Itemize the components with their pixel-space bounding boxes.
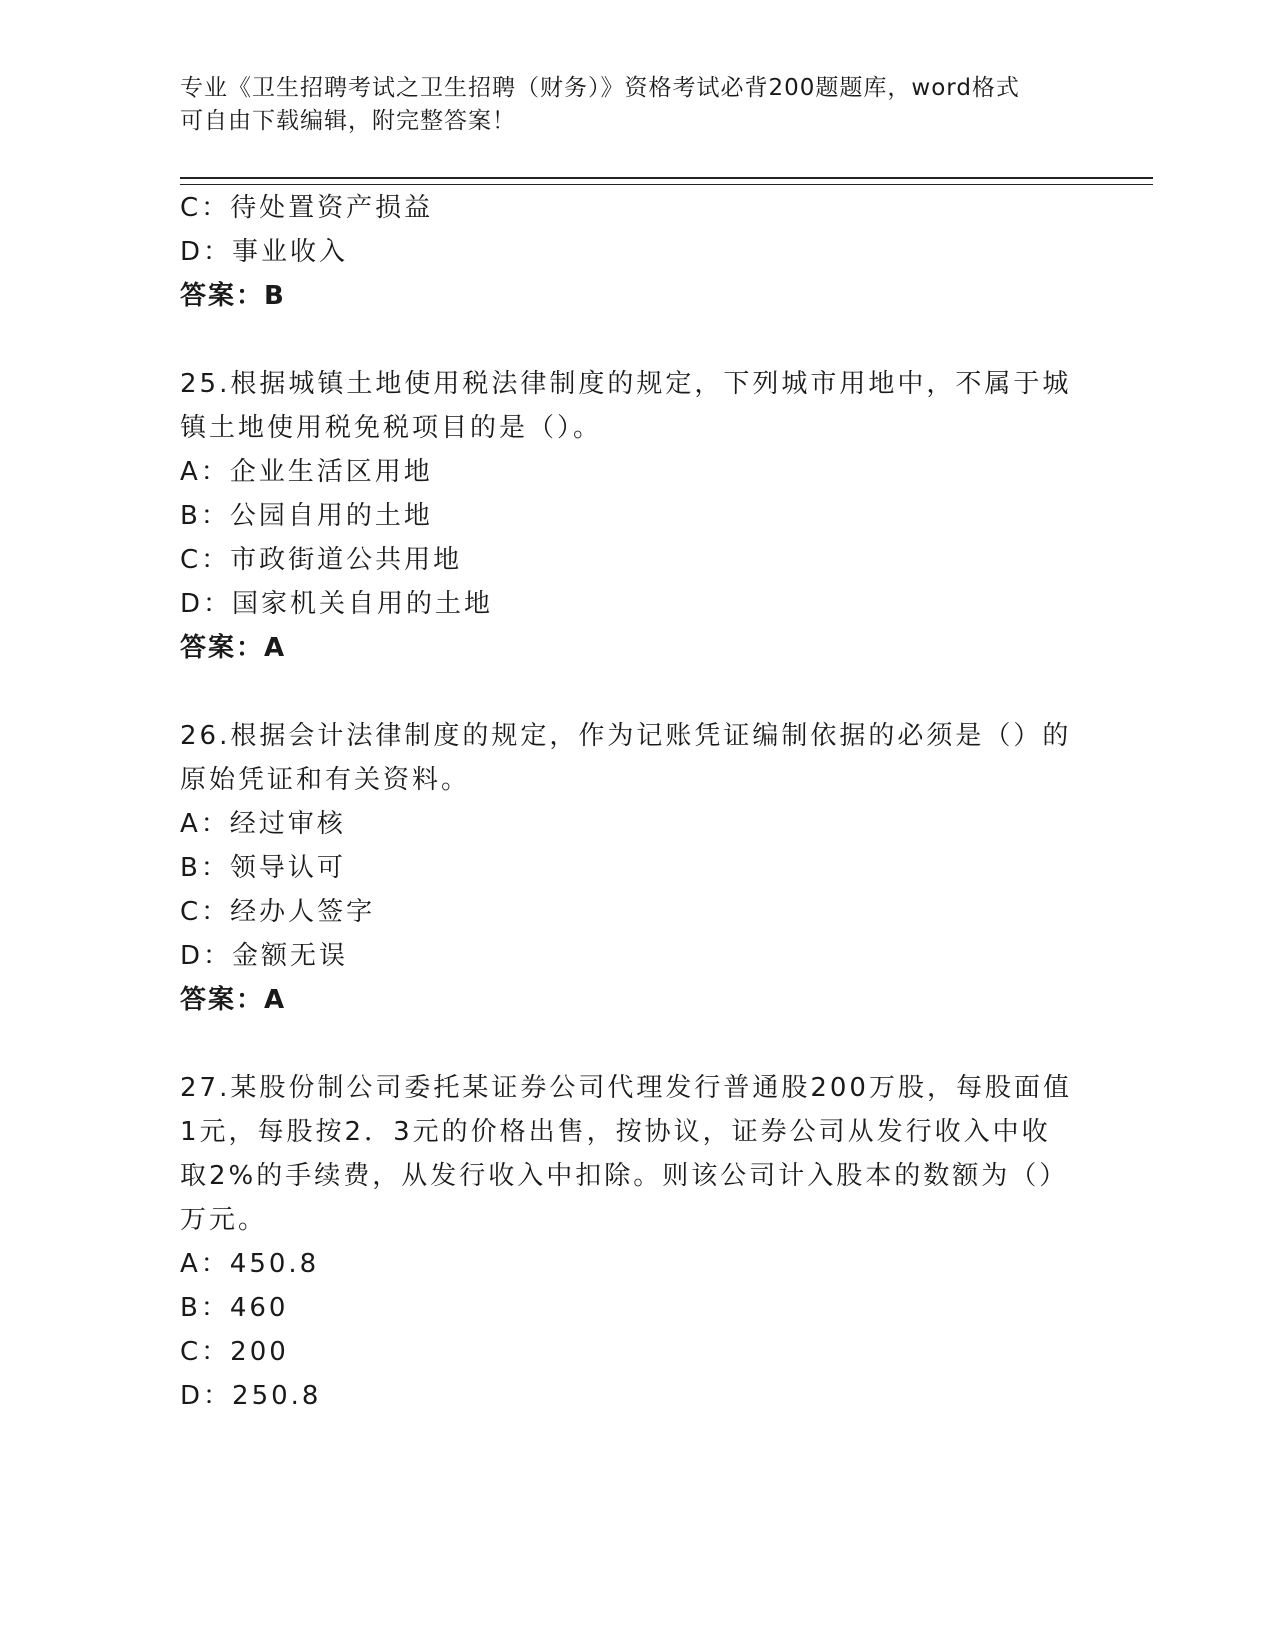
question-stem-line: 1元，每股按2．3元的价格出售，按协议，证券公司从发行收入中收	[180, 1117, 1051, 1147]
document-body	[180, 186, 1080, 1418]
option-d: D：金额无误	[180, 941, 349, 971]
answer-label: 答案：B	[180, 281, 286, 311]
option-b: B：公园自用的土地	[180, 501, 433, 531]
option-c: C：200	[180, 1337, 289, 1367]
question-stem-line: 26.根据会计法律制度的规定，作为记账凭证编制依据的必须是（）的	[180, 721, 1072, 751]
question-stem-line: 原始凭证和有关资料。	[180, 765, 471, 795]
option-d: D：事业收入	[180, 237, 349, 267]
option-c: C：待处置资产损益	[180, 193, 434, 223]
page-header	[180, 72, 1060, 138]
question-stem-line: 万元。	[180, 1205, 268, 1235]
header-line-2: 可自由下载编辑，附完整答案！	[180, 108, 516, 134]
spacer	[180, 1022, 1080, 1066]
question-stem-line: 27.某股份制公司委托某证券公司代理发行普通股200万股，每股面值	[180, 1073, 1072, 1103]
option-a: A：经过审核	[180, 809, 346, 839]
option-a: A：450.8	[180, 1249, 320, 1279]
answer-label: 答案：A	[180, 985, 287, 1015]
question-27	[180, 1066, 1080, 1418]
carryover-block	[180, 186, 1080, 318]
option-d: D：250.8	[180, 1381, 322, 1411]
option-b: B：领导认可	[180, 853, 346, 883]
spacer	[180, 318, 1080, 362]
spacer	[180, 670, 1080, 714]
option-d: D：国家机关自用的土地	[180, 589, 494, 619]
question-25	[180, 362, 1080, 670]
question-stem-line: 25.根据城镇土地使用税法律制度的规定，下列城市用地中，不属于城	[180, 369, 1072, 399]
option-c: C：市政街道公共用地	[180, 545, 463, 575]
option-b: B：460	[180, 1293, 289, 1323]
question-stem-line: 取2%的手续费，从发行收入中扣除。则该公司计入股本的数额为（）	[180, 1161, 1069, 1191]
answer-label: 答案：A	[180, 633, 287, 663]
option-c: C：经办人签字	[180, 897, 376, 927]
question-26	[180, 714, 1080, 1022]
question-stem-line: 镇土地使用税免税项目的是（）。	[180, 413, 603, 443]
header-line-1: 专业《卫生招聘考试之卫生招聘（财务）》资格考试必背200题题库，word格式	[180, 75, 1020, 101]
option-a: A：企业生活区用地	[180, 457, 433, 487]
header-divider	[180, 177, 1153, 185]
